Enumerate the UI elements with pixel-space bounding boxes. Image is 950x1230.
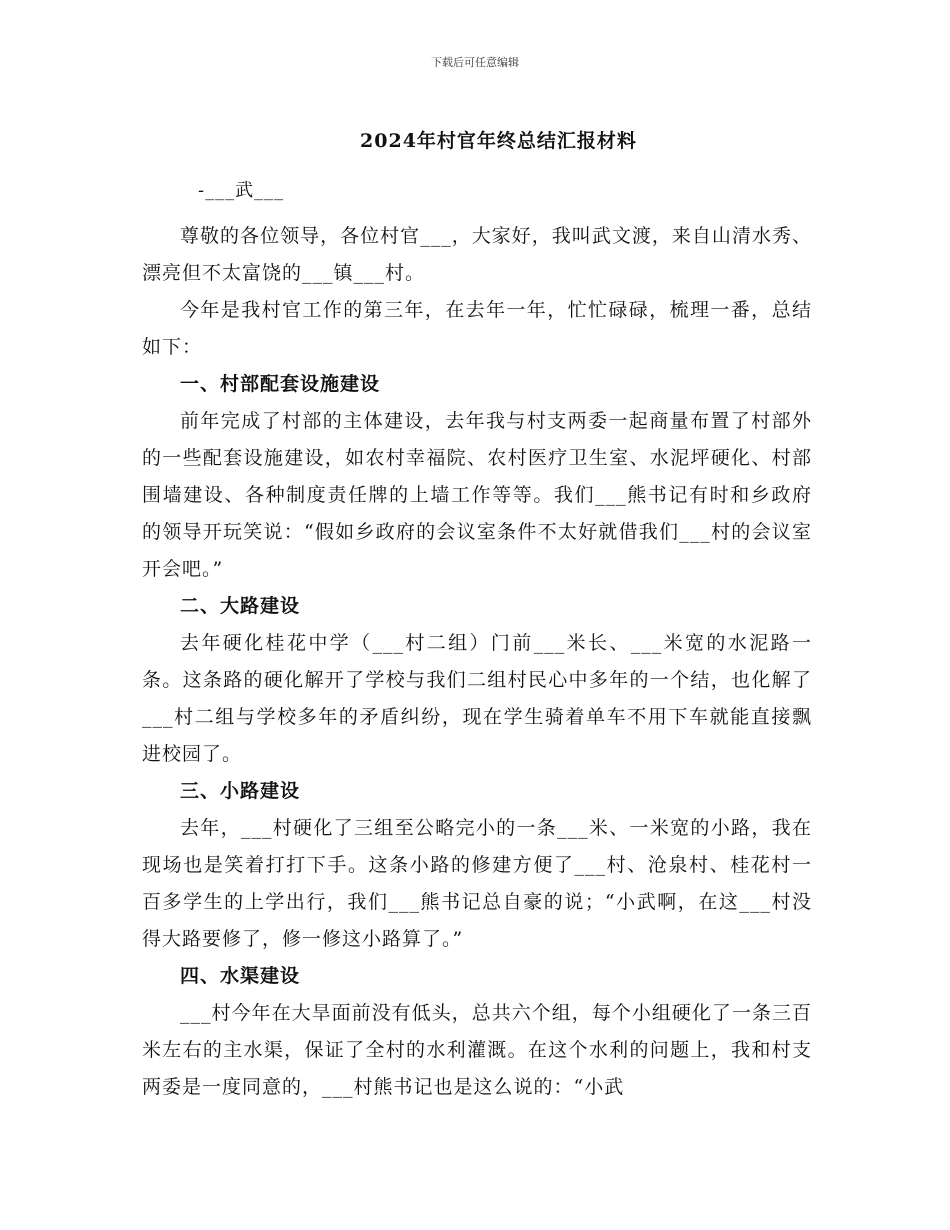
section-heading-2: 二、大路建设 — [180, 595, 301, 617]
section-heading-1: 一、村部配套设施建设 — [180, 373, 381, 395]
section-paragraph-4: ___村今年在大旱面前没有低头，总共六个组，每个小组硬化了一条三百米左右的主水渠，保证了全村的水利灌溉。在这个水利的问题上，我和村支两委是一度同意的，___村熊书记也是这么说的：“小武 — [142, 1002, 812, 1098]
header-note: 下载后可任意编辑 — [431, 56, 519, 69]
intro-paragraph-1: 尊敬的各位领导，各位村官___，大家好，我叫武文渡，来自山清水秀、漂亮但不太富饶的___镇___村。 — [142, 225, 812, 284]
section-paragraph-1: 前年完成了村部的主体建设，去年我与村支两委一起商量布置了村部外的一些配套设施建设，如农村幸福院、农村医疗卫生室、水泥坪硬化、村部围墙建设、各种制度责任牌的上墙工作等等。我们___熊书记有时和乡政府的领导开玩笑说：“假如乡政府的会议室条件不太好就借我们___村的会议室开会吧。” — [142, 410, 812, 580]
document-title: 2024年村官年终总结汇报材料 — [360, 130, 637, 152]
section-paragraph-2: 去年硬化桂花中学（___村二组）门前___米长、___米宽的水泥路一条。这条路的硬化解开了学校与我们二组村民心中多年的一个结，也化解了___村二组与学校多年的矛盾纠纷，现在学生骑着单车不用下车就能直接飘进校园了。 — [142, 632, 812, 765]
intro-paragraph-2: 今年是我村官工作的第三年，在去年一年，忙忙碌碌，梳理一番，总结如下： — [142, 299, 812, 358]
section-heading-4: 四、水渠建设 — [180, 965, 301, 987]
section-heading-3: 三、小路建设 — [180, 780, 301, 802]
byline: -___武___ — [198, 180, 285, 201]
section-paragraph-3: 去年，___村硬化了三组至公略完小的一条___米、一米宽的小路，我在现场也是笑着打打下手。这条小路的修建方便了___村、沧泉村、桂花村一百多学生的上学出行，我们___熊书记总自豪的说；“小武啊，在这___村没得大路要修了，修一修这小路算了。” — [142, 817, 812, 950]
document-body — [142, 218, 812, 1106]
